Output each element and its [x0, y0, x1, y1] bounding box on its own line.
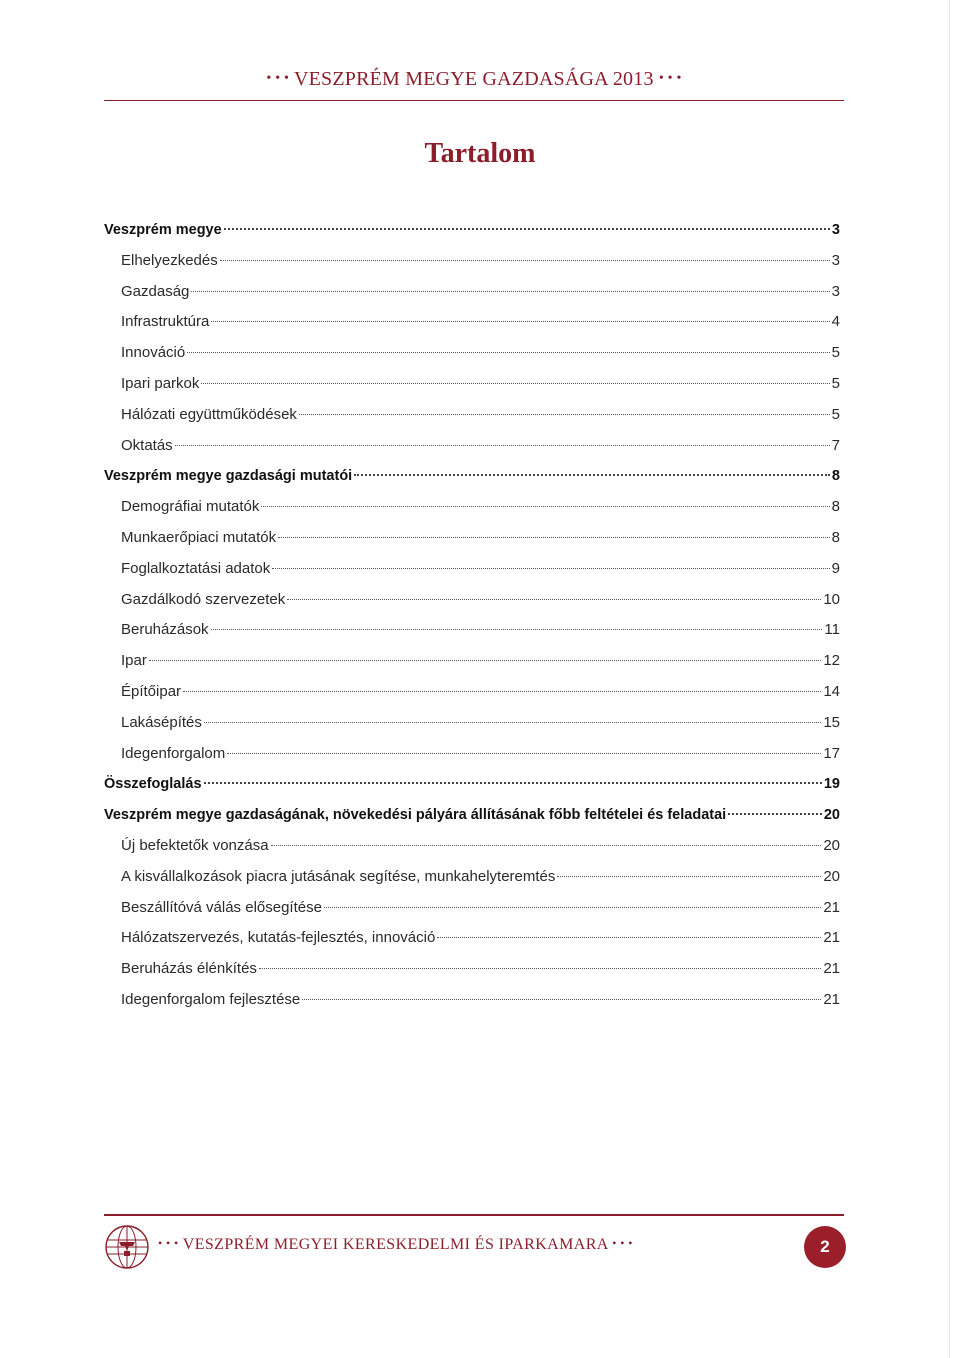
toc-dot-leader: [201, 383, 829, 384]
toc-entry-page-number: 12: [823, 652, 840, 670]
toc-dot-leader: [324, 907, 821, 908]
toc-subsection-entry[interactable]: [104, 893, 840, 924]
globe-chamber-logo-icon: [102, 1222, 152, 1272]
toc-entry-label: Munkaerőpiaci mutatók: [121, 528, 277, 546]
toc-subsection-entry[interactable]: [104, 677, 840, 708]
toc-subsection-entry[interactable]: [104, 307, 840, 338]
page-number-badge: 2: [804, 1226, 846, 1268]
toc-entry-label: Beruházás élénkítés: [121, 960, 257, 978]
toc-entry-page-number: 17: [823, 744, 840, 762]
toc-entry-label: Összefoglalás: [104, 776, 202, 793]
toc-dot-leader: [211, 321, 829, 322]
toc-entry-label: Hálózatszervezés, kutatás-fejlesztés, innováció: [121, 929, 436, 947]
toc-dot-leader: [271, 845, 822, 846]
toc-section-entry[interactable]: [104, 769, 840, 800]
toc-dot-leader: [211, 629, 823, 630]
toc-entry-label: Veszprém megye gazdaságának, növekedési pályára állításának főbb feltételei és feladatai: [104, 807, 727, 824]
toc-entry-label: Idegenforgalom fejlesztése: [121, 990, 301, 1008]
toc-entry-label: Idegenforgalom: [121, 744, 226, 762]
toc-entry-page-number: 8: [831, 498, 840, 516]
toc-subsection-entry[interactable]: [104, 923, 840, 954]
toc-section-entry[interactable]: [104, 800, 840, 831]
toc-entry-page-number: 3: [831, 222, 840, 238]
toc-dot-leader: [204, 722, 821, 723]
toc-dot-leader: [183, 691, 821, 692]
toc-subsection-entry[interactable]: [104, 277, 840, 308]
toc-entry-page-number: 21: [823, 990, 840, 1008]
toc-subsection-entry[interactable]: [104, 862, 840, 893]
toc-dot-leader: [437, 937, 821, 938]
toc-subsection-entry[interactable]: [104, 615, 840, 646]
footer-organization-name: VESZPRÉM MEGYEI KERESKEDELMI ÉS IPARKAMARA: [182, 1236, 608, 1253]
toc-entry-label: Veszprém megye: [104, 222, 222, 238]
toc-entry-label: Építőipar: [121, 682, 182, 700]
toc-section-entry[interactable]: [104, 461, 840, 492]
header-title: VESZPRÉM MEGYE GAZDASÁGA 2013: [293, 68, 654, 90]
toc-entry-page-number: 15: [823, 713, 840, 731]
toc-dot-leader: [259, 968, 821, 969]
footer-dots-left: • • •: [158, 1236, 179, 1250]
toc-subsection-entry[interactable]: [104, 954, 840, 985]
footer-dots-right: • • •: [612, 1236, 633, 1250]
toc-dot-leader: [354, 474, 830, 476]
toc-entry-label: A kisvállalkozások piacra jutásának segítése, munkahelyteremtés: [121, 867, 556, 885]
page-title: Tartalom: [424, 138, 536, 169]
footer-rule: [104, 1214, 844, 1216]
toc-entry-label: Új befektetők vonzása: [121, 836, 269, 854]
toc-entry-page-number: 8: [831, 528, 840, 546]
toc-entry-label: Lakásépítés: [121, 713, 202, 731]
toc-entry-page-number: 3: [831, 282, 840, 300]
toc-entry-page-number: 3: [831, 251, 840, 269]
toc-subsection-entry[interactable]: [104, 369, 840, 400]
toc-dot-leader: [227, 753, 821, 754]
toc-entry-page-number: 20: [823, 867, 840, 885]
toc-entry-label: Hálózati együttműködések: [121, 405, 297, 423]
toc-entry-label: Demográfiai mutatók: [121, 498, 260, 516]
toc-entry-page-number: 19: [823, 776, 840, 793]
header-dots-left: • • •: [266, 71, 290, 86]
toc-entry-label: Infrastruktúra: [121, 313, 210, 331]
toc-entry-page-number: 21: [823, 898, 840, 916]
toc-entry-label: Beruházások: [121, 621, 209, 639]
toc-entry-page-number: 20: [823, 836, 840, 854]
toc-dot-leader: [302, 999, 821, 1000]
toc-entry-label: Ipar: [121, 652, 147, 670]
toc-subsection-entry[interactable]: [104, 338, 840, 369]
toc-entry-page-number: 5: [831, 405, 840, 423]
toc-dot-leader: [187, 352, 829, 353]
toc-entry-label: Gazdaság: [121, 282, 190, 300]
toc-entry-label: Beszállítóvá válás elősegítése: [121, 898, 322, 916]
toc-entry-page-number: 9: [831, 559, 840, 577]
toc-entry-page-number: 21: [823, 929, 840, 947]
toc-entry-page-number: 11: [824, 621, 840, 639]
toc-entry-page-number: 21: [823, 960, 840, 978]
toc-dot-leader: [175, 445, 830, 446]
toc-subsection-entry[interactable]: [104, 985, 840, 1016]
footer-organization: [158, 1236, 633, 1254]
toc-subsection-entry[interactable]: [104, 831, 840, 862]
toc-dot-leader: [287, 599, 821, 600]
toc-subsection-entry[interactable]: [104, 492, 840, 523]
toc-subsection-entry[interactable]: [104, 246, 840, 277]
toc-subsection-entry[interactable]: [104, 646, 840, 677]
toc-entry-page-number: 20: [823, 807, 840, 824]
toc-entry-label: Veszprém megye gazdasági mutatói: [104, 468, 353, 485]
toc-subsection-entry[interactable]: [104, 585, 840, 616]
toc-entry-page-number: 10: [823, 590, 840, 608]
toc-subsection-entry[interactable]: [104, 400, 840, 431]
running-header: [104, 68, 844, 91]
toc-entry-label: Innováció: [121, 344, 186, 362]
toc-entry-label: Oktatás: [121, 436, 173, 454]
header-rule: [104, 100, 844, 101]
toc-dot-leader: [149, 660, 821, 661]
toc-dot-leader: [191, 291, 829, 292]
toc-dot-leader: [728, 813, 822, 815]
toc-entry-label: Elhelyezkedés: [121, 251, 218, 269]
toc-entry-label: Ipari parkok: [121, 374, 200, 392]
toc-entry-label: Gazdálkodó szervezetek: [121, 590, 286, 608]
toc-dot-leader: [278, 537, 830, 538]
toc-entry-page-number: 4: [831, 313, 840, 331]
toc-subsection-entry[interactable]: [104, 523, 840, 554]
toc-entry-page-number: 14: [823, 682, 840, 700]
toc-subsection-entry[interactable]: [104, 431, 840, 462]
toc-entry-page-number: 5: [831, 344, 840, 362]
table-of-contents: [104, 215, 840, 1016]
toc-dot-leader: [224, 228, 830, 230]
toc-entry-page-number: 8: [831, 468, 840, 485]
page-edge: [949, 0, 950, 1358]
toc-dot-leader: [204, 782, 822, 784]
toc-section-entry[interactable]: [104, 215, 840, 246]
toc-subsection-entry[interactable]: [104, 739, 840, 770]
toc-dot-leader: [272, 568, 829, 569]
toc-subsection-entry[interactable]: [104, 554, 840, 585]
toc-entry-label: Foglalkoztatási adatok: [121, 559, 271, 577]
toc-dot-leader: [261, 506, 829, 507]
toc-dot-leader: [220, 260, 830, 261]
toc-entry-page-number: 5: [831, 374, 840, 392]
toc-dot-leader: [299, 414, 830, 415]
toc-subsection-entry[interactable]: [104, 708, 840, 739]
toc-dot-leader: [557, 876, 821, 877]
header-dots-right: • • •: [658, 71, 682, 86]
toc-entry-page-number: 7: [831, 436, 840, 454]
